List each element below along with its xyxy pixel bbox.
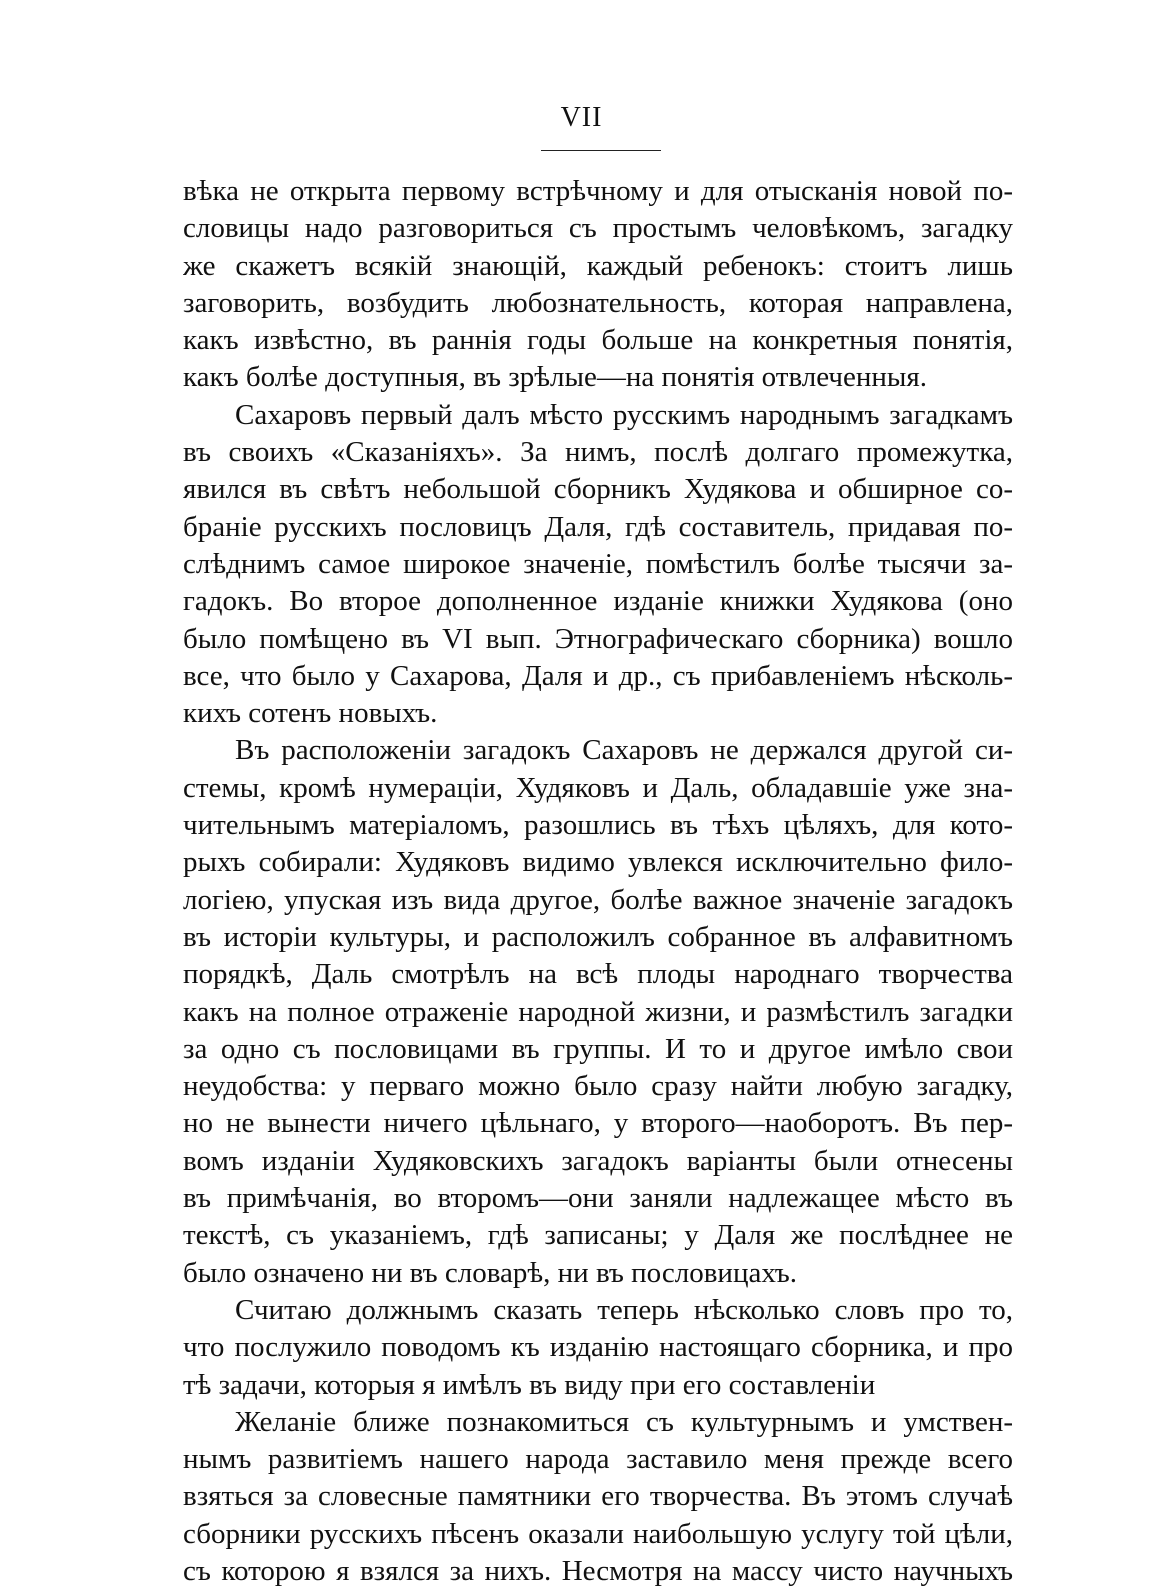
text-line: кихъ сотенъ новыхъ. <box>183 697 438 730</box>
text-line: стемы, кромѣ нумераціи, Худяковъ и Даль, обладавшіе уже зна- <box>183 771 1013 804</box>
text-line: какъ на полное отраженіе народной жизни, и размѣстилъ загадки <box>183 995 1013 1028</box>
text-line: явился въ свѣтъ небольшой сборникъ Худякова и обширное со- <box>183 473 1013 506</box>
text-line: Сахаровъ первый далъ мѣсто русскимъ народнымъ загадкамъ <box>235 398 1013 431</box>
text-line: вомъ изданіи Худяковскихъ загадокъ варіанты были отнесены <box>183 1144 1013 1177</box>
text-line: нымъ развитіемъ нашего народа заставило меня прежде всего <box>183 1443 1013 1476</box>
text-line: браніе русскихъ пословицъ Даля, гдѣ составитель, придавая по- <box>183 510 1013 543</box>
paragraph-5 <box>183 1404 1013 1590</box>
text-line: съ которою я взялся за нихъ. Несмотря на массу чисто научныхъ <box>183 1554 1013 1587</box>
text-line: вѣка не открыта первому встрѣчному и для отысканія новой по- <box>183 175 1013 207</box>
header-rule <box>541 150 661 151</box>
text-line: какъ болѣе доступныя, въ зрѣлые—на понятія отвлеченныя. <box>183 361 927 394</box>
text-line: Считаю должнымъ сказать теперь нѣсколько словъ про то, <box>235 1293 1013 1326</box>
body-text <box>183 173 1013 1590</box>
paragraph-1 <box>183 173 1013 397</box>
paragraph-4 <box>183 1292 1013 1404</box>
text-line: но не вынести ничего цѣльнаго, у второго—наоборотъ. Въ пер- <box>183 1107 1013 1140</box>
text-line: какъ извѣстно, въ раннія годы больше на конкретныя понятія, <box>183 324 1013 357</box>
text-line: гадокъ. Во второе дополненное изданіе книжки Худякова (оно <box>183 585 1013 618</box>
text-line: въ примѣчанія, во второмъ—они заняли надлежащее мѣсто въ <box>183 1182 1013 1215</box>
text-line: тѣ задачи, которыя я имѣлъ въ виду при его составленіи <box>183 1368 876 1401</box>
text-line: заговорить, возбудить любознательность, которая направлена, <box>183 286 1013 319</box>
text-line: было означено ни въ словарѣ, ни въ пословицахъ. <box>183 1256 797 1289</box>
text-line: чительнымъ матеріаломъ, разошлись въ тѣхъ цѣляхъ, для кото- <box>183 809 1013 842</box>
text-line: въ исторіи культуры, и расположилъ собранное въ алфавитномъ <box>183 920 1013 953</box>
text-line: сборники русскихъ пѣсенъ оказали наибольшую услугу той цѣли, <box>183 1517 1013 1550</box>
text-line: въ своихъ «Сказаніяхъ». За нимъ, послѣ долгаго промежутка, <box>183 436 1013 469</box>
text-line: порядкѣ, Даль смотрѣлъ на всѣ плоды народнаго творчества <box>183 958 1013 991</box>
text-line: же скажетъ всякій знающій, каждый ребенокъ: стоитъ лишь <box>183 249 1013 282</box>
text-line: рыхъ собирали: Худяковъ видимо увлекся исключительно фило- <box>183 846 1013 879</box>
text-line: словицы надо разговориться съ простымъ человѣкомъ, загадку <box>183 212 1013 245</box>
page-header <box>0 104 1163 132</box>
text-line: взяться за словесные памятники его творчества. Въ этомъ случаѣ <box>183 1480 1013 1513</box>
paragraph-3 <box>183 732 1013 1291</box>
text-line: что послужило поводомъ къ изданію настоящаго сборника, и про <box>183 1331 1013 1364</box>
text-line: слѣднимъ самое широкое значеніе, помѣстилъ болѣе тысячи за- <box>183 547 1013 580</box>
text-line: было помѣщено въ VI вып. Этнографическаго сборника) вошло <box>183 622 1013 655</box>
paragraph-2 <box>183 397 1013 733</box>
text-line: логіею, упуская изъ вида другое, болѣе важное значеніе загадокъ <box>183 883 1013 916</box>
text-line: все, что было у Сахарова, Даля и др., съ прибавленіемъ нѣсколь- <box>183 659 1013 692</box>
text-line: за одно съ пословицами въ группы. И то и другое имѣло свои <box>183 1032 1013 1065</box>
text-line: текстѣ, съ указаніемъ, гдѣ записаны; у Даля же послѣднее не <box>183 1219 1013 1252</box>
text-line: Желаніе ближе познакомиться съ культурнымъ и умствен- <box>235 1405 1013 1438</box>
text-line: Въ расположеніи загадокъ Сахаровъ не держался другой си- <box>235 734 1013 767</box>
text-line: неудобства: у перваго можно было сразу найти любую загадку, <box>183 1070 1013 1103</box>
page-number: VII <box>560 102 603 133</box>
